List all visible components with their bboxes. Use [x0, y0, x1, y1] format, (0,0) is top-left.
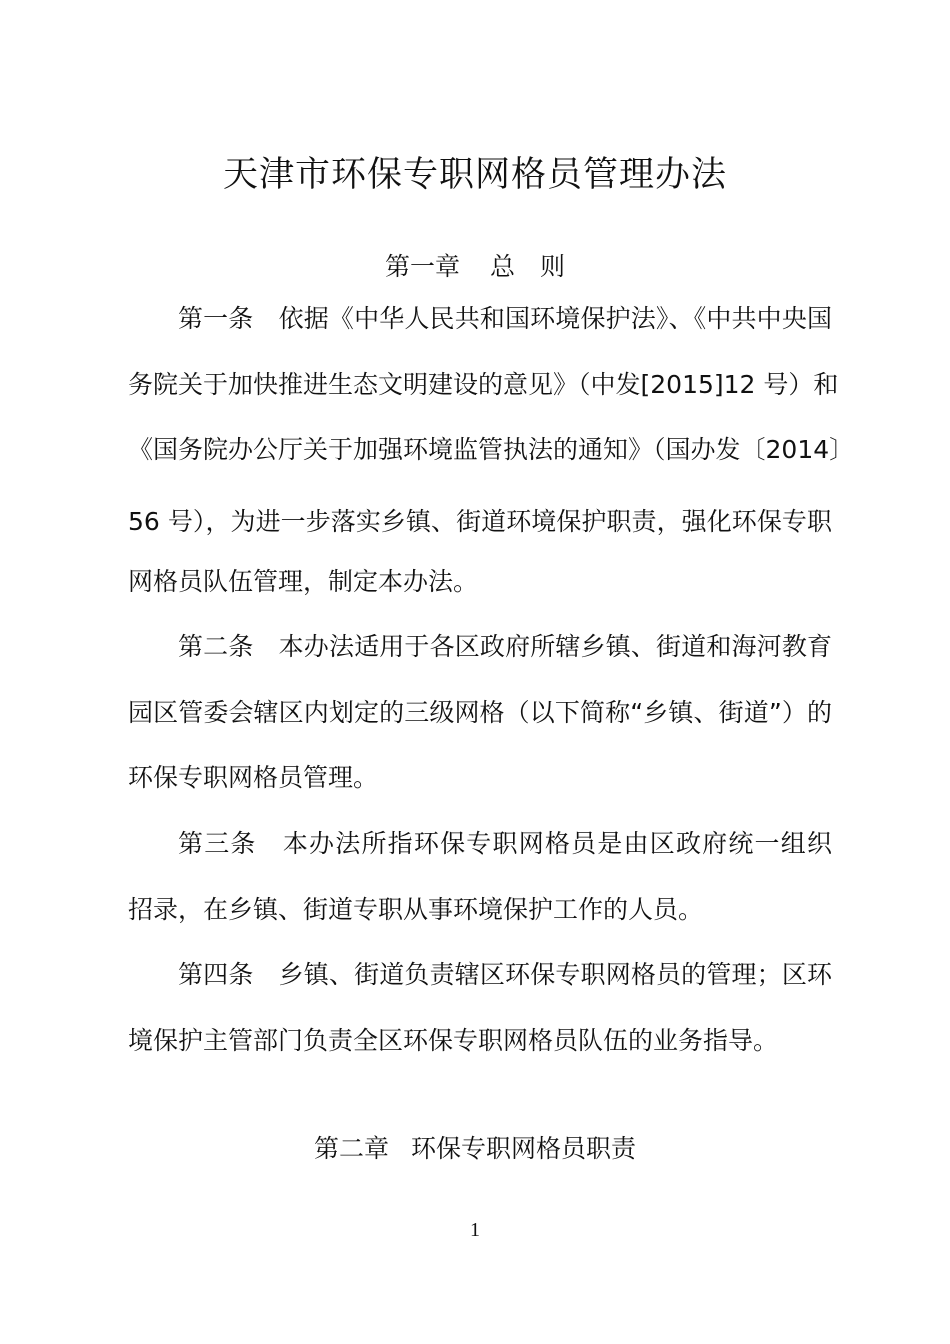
chapter-name: 总 则 — [490, 252, 566, 281]
article-1-line-5: 网格员队伍管理，制定本办法。 — [128, 567, 479, 596]
article-text: 本办法适用于各区政府所辖乡镇、街道和海河教育 — [278, 632, 832, 661]
article-4-line-2: 境保护主管部门负责全区环保专职网格员队伍的业务指导。 — [128, 1026, 779, 1055]
document-title: 天津市环保专职网格员管理办法 — [222, 155, 727, 195]
article-label: 第四条 — [178, 960, 254, 989]
article-1-line-1 — [178, 299, 832, 339]
article-3-line-1 — [178, 824, 832, 864]
article-2-line-3: 环保专职网格员管理。 — [128, 763, 379, 792]
chapter-heading-1 — [0, 247, 950, 287]
article-text: 本办法所指环保专职网格员是由区政府统一组织 — [281, 829, 832, 858]
page-number: 1 — [470, 1219, 480, 1241]
chapter-label: 第一章 — [384, 252, 460, 281]
article-1-line-2: 务院关于加快推进生态文明建设的意见》（中发[2015]12 号）和 — [128, 370, 839, 399]
article-4-line-1 — [178, 955, 832, 995]
article-3-line-2: 招录，在乡镇、街道专职从事环境保护工作的人员。 — [128, 895, 704, 924]
article-label: 第一条 — [178, 304, 254, 333]
chapter-heading-2 — [0, 1129, 950, 1169]
article-label: 第二条 — [178, 632, 254, 661]
article-text: 乡镇、街道负责辖区环保专职网格员的管理；区环 — [278, 960, 832, 989]
article-2-line-1 — [178, 627, 832, 667]
article-1-line-4: 56 号），为进一步落实乡镇、街道环境保护职责，强化环保专职 — [128, 507, 832, 536]
article-label: 第三条 — [178, 829, 257, 858]
article-2-line-2: 园区管委会辖区内划定的三级网格（以下简称“乡镇、街道”）的 — [128, 698, 832, 727]
article-1-line-3: 《国务院办公厅关于加强环境监管执法的通知》（国办发〔2014〕 — [128, 435, 855, 464]
article-text: 依据《中华人民共和国环境保护法》、《中共中央国 — [278, 304, 832, 333]
chapter-name: 环保专职网格员职责 — [411, 1134, 637, 1163]
chapter-label: 第二章 — [313, 1134, 389, 1163]
